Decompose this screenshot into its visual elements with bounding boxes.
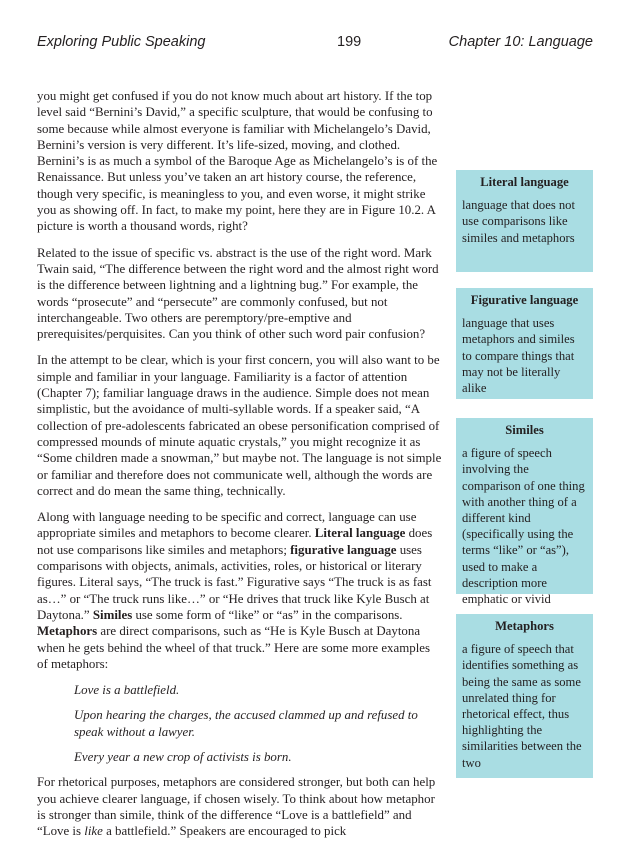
glossary-box-metaphors bbox=[456, 614, 593, 778]
term-metaphors: Metaphors bbox=[37, 624, 98, 639]
paragraph-2: Related to the issue of specific vs. abstract is the use of the right word. Mark Twain said, “The difference between the right word and the almost right word is the difference between lightning and a lightning bug.” For example, the words “prosecute” and “persecute” are commonly confused, but not interchangeable. Two others are peremptory/pre-emptive and prerequisites/perquisites. Can you think of other such word pair confusion? bbox=[37, 245, 439, 342]
glossary-definition: language that uses metaphors and similes to compare things that may not be literally alike bbox=[462, 316, 575, 396]
paragraph-3: In the attempt to be clear, which is your first concern, you will also want to be simple and familiar in your language. Familiarity is a factor of attention (Chapter 7); familiar language draws in the audience. Simple does not mean simplistic, but the avoidance of multi-syllable words. If a speaker said, “A collection of pre-adolescents fabricated an obese personification comprised of compressed mounds of minute aquatic crystals,” you might recognize it as “Some children made a snowman,” but maybe not. The language is not simple or familiar and therefore does not communicate well, although the words are correct and do mean the same thing, technically. bbox=[37, 353, 442, 498]
glossary-box-similes bbox=[456, 418, 593, 607]
glossary-term: Metaphors bbox=[495, 619, 554, 633]
glossary-term: Similes bbox=[505, 423, 544, 437]
paragraph-4 bbox=[37, 509, 442, 672]
text-run: Along with language needing to be specific and correct, language can use appropriate similes and metaphors to become clearer. bbox=[37, 510, 417, 541]
metaphor-example-3: Every year a new crop of activists is born. bbox=[74, 749, 292, 764]
paragraph-5 bbox=[37, 774, 442, 839]
body-text bbox=[37, 88, 442, 849]
glossary-term: Figurative language bbox=[470, 293, 579, 307]
paragraph-1: you might get confused if you do not know much about art history. If the top level said “Bernini’s David,” a specific sculpture, that would be confusing to some because while almost everyone is familiar with Michelangelo’s David, Bernini’s version is very different. It’s life-sized, moving, and clothed. Bernini’s is as much a symbol of the Baroque Age as Michelangelo’s is of the Renaissance. But unless you’ve taken an art history course, the reference, though very specific, is meaningless to you, and even worse, it might strike you as showing off. In fact, to make my point, here they are in Figure 10.2. A picture is worth a thousand words, right? bbox=[37, 89, 438, 234]
book-title: Exploring Public Speaking bbox=[37, 34, 206, 50]
glossary-term: Literal language bbox=[480, 175, 569, 189]
text-run: a battlefield.” Speakers are encouraged to pick bbox=[102, 824, 347, 839]
text-run: are direct comparisons, such as “He is Kyle Busch at Daytona when he gets behind the wheel of that truck.” Here are some more examples of metaphors: bbox=[37, 624, 431, 671]
metaphor-example-2: Upon hearing the charges, the accused clammed up and refused to speak without a lawyer. bbox=[74, 708, 418, 739]
emphasis-like: like bbox=[84, 824, 103, 839]
running-header bbox=[37, 34, 593, 54]
text-run: use some form of “like” or “as” in the comparisons. bbox=[132, 607, 403, 622]
chapter-title: Chapter 10: Language bbox=[448, 34, 593, 50]
glossary-definition: a figure of speech that identifies something as being the same as some unrelated thing for rhetorical effect, thus highlighting the similarities between the two bbox=[462, 642, 582, 770]
glossary-definition: a figure of speech involving the comparison of one thing with another thing of a different kind (specifically using the terms “like” or “as”), used to make a description more emphatic or vivid bbox=[462, 446, 585, 607]
term-figurative-language: figurative language bbox=[290, 542, 397, 557]
text-run: For rhetorical purposes, metaphors are considered stronger, but both can help you achieve clearer language, if chosen wisely. To think about how metaphor is stronger than simile, think of the difference “Love is a battlefield” and “Love is bbox=[37, 775, 436, 839]
glossary-box-literal-language bbox=[456, 170, 593, 272]
page-number: 199 bbox=[337, 34, 362, 50]
glossary-box-figurative-language bbox=[456, 288, 593, 399]
text-run: uses comparisons with objects, animals, activities, roles, or historical or literary figures. Literal says, “The truck is fast.” Figurative says “The truck is as fast as…” or “The truck runs like…” or “He drives that truck like Kyle Busch at Daytona.” bbox=[37, 542, 432, 622]
term-literal-language: Literal language bbox=[314, 526, 406, 541]
metaphor-example-1: Love is a battlefield. bbox=[74, 683, 180, 698]
term-similes: Similes bbox=[92, 607, 133, 622]
text-run: does not use comparisons like similes and metaphors; bbox=[37, 526, 433, 557]
glossary-definition: language that does not use comparisons like similes and metaphors bbox=[462, 198, 575, 245]
